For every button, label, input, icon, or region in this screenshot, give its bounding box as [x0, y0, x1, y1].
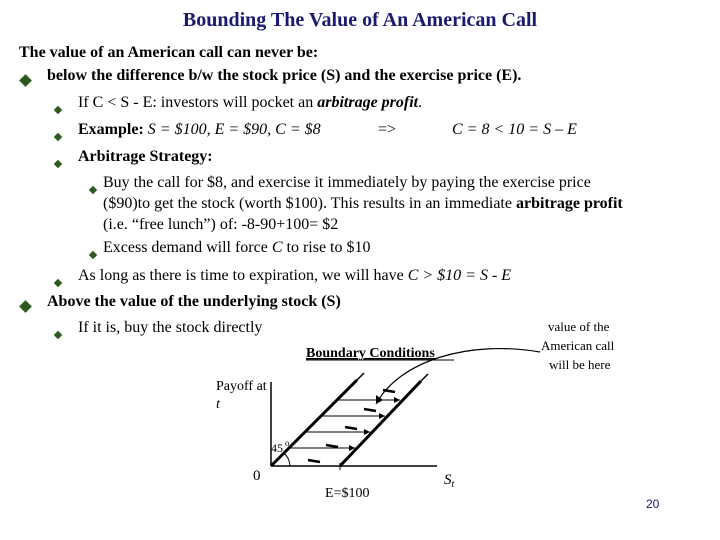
sub-bullet-example: Example: S = $100, E = $90, C = $8: [78, 121, 321, 138]
sub-bullet-buy-stock: If it is, buy the stock directly: [78, 319, 263, 336]
bullet-below-difference: below the difference b/w the stock price (S) and the exercise price (E).: [47, 67, 522, 84]
lower-bound-end: [421, 374, 428, 381]
intro-text: The value of an American call can never be:: [19, 44, 319, 61]
callout-line-2: American call: [541, 338, 615, 353]
example-arrow: =>: [378, 121, 397, 138]
x-tick-label: E=$100: [325, 486, 370, 501]
example-inequality: C = 8 < 10 = S – E: [452, 121, 577, 138]
strategy-line-1: Buy the call for $8, and exercise it immediately by paying the exercise price: [103, 174, 591, 191]
x-axis-label: [444, 472, 455, 490]
tick-mark: [308, 460, 320, 462]
sub-bullet-strategy: Arbitrage Strategy:: [78, 148, 213, 165]
callout-line-3: will be here: [549, 357, 611, 372]
sub-bullet-arbitrage: If C < S - E: investors will pocket an arbitrage profit.: [78, 94, 423, 111]
upper-bound-end: [357, 373, 364, 380]
upper-bound-line: [271, 380, 357, 466]
origin-label: 0: [253, 468, 261, 484]
angle-label: 45: [271, 441, 283, 455]
y-axis-label-line2: t: [216, 397, 220, 412]
tick-mark: [364, 409, 376, 411]
diagram-heading: Boundary Conditions: [306, 346, 435, 361]
callout-line-1: value of the: [548, 319, 610, 334]
strategy-line-2: ($90)to get the stock (worth $100). This results in an immediate arbitrage profit: [103, 195, 623, 212]
arrowhead-icon: [376, 395, 383, 404]
x-axis-label-sub: t: [451, 479, 455, 490]
page-number: 20: [646, 497, 660, 511]
sub-bullet-time-to-expiration: As long as there is time to expiration, we will have C > $10 = S - E: [78, 267, 512, 284]
slide-title: Bounding The Value of An American Call: [182, 9, 538, 31]
bullet-above-stock: Above the value of the underlying stock (S): [47, 293, 341, 310]
strategy-excess-demand: Excess demand will force C to rise to $10: [103, 239, 371, 256]
strategy-line-3: (i.e. “free lunch”) of: -8-90+100= $2: [103, 216, 339, 233]
tick-mark: [345, 427, 357, 429]
x-axis-label-s: S: [444, 472, 452, 488]
y-axis-label-line1: Payoff at: [216, 379, 267, 394]
tick-mark: [326, 445, 338, 447]
angle-degree-symbol: o: [285, 438, 290, 448]
lower-bound-line: [340, 381, 421, 466]
angle-arc: [284, 453, 290, 466]
